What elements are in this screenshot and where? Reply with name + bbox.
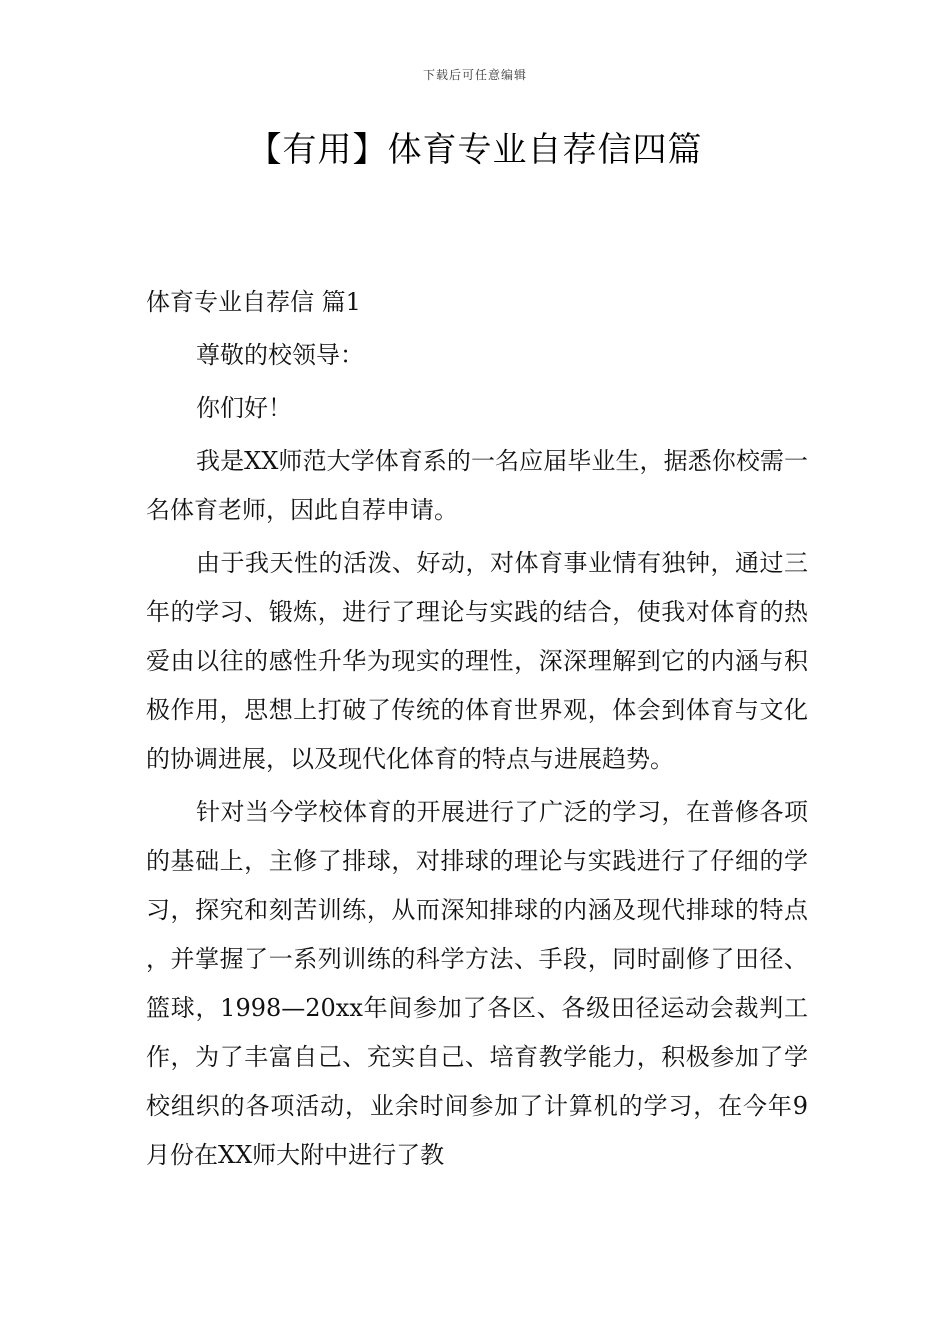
header-note: 下载后可任意编辑 [422,68,527,82]
body-paragraph: 我是XX师范大学体育系的一名应届毕业生，据悉你校需一名体育老师，因此自荐申请。 [146,447,808,524]
document-body [146,278,808,1180]
body-paragraph: 由于我天性的活泼、好动，对体育事业情有独钟，通过三年的学习、锻炼，进行了理论与实践的结合，使我对体育的热爱由以往的感性升华为现实的理性，深深理解到它的内涵与积极作用，思想上打破了传统的体育世界观，体会到体育与文化的协调进展，以及现代化体育的特点与进展趋势。 [146,549,808,773]
document-title: 【有用】体育专业自荐信四篇 [247,130,703,170]
body-paragraph: 针对当今学校体育的开展进行了广泛的学习，在普修各项的基础上，主修了排球，对排球的理论与实践进行了仔细的学习，探究和刻苦训练，从而深知排球的内涵及现代排球的特点，并掌握了一系列训练的科学方法、手段，同时副修了田径、篮球，1998—20xx年间参加了各区、各级田径运动会裁判工作，为了丰富自己、充实自己、培育教学能力，积极参加了学校组织的各项活动，业余时间参加了计算机的学习，在今年9月份在XX师大附中进行了教 [146,798,808,1169]
section-heading: 体育专业自荐信 篇1 [146,288,361,316]
salutation: 尊敬的校领导： [196,341,364,369]
greeting: 你们好！ [196,394,292,422]
